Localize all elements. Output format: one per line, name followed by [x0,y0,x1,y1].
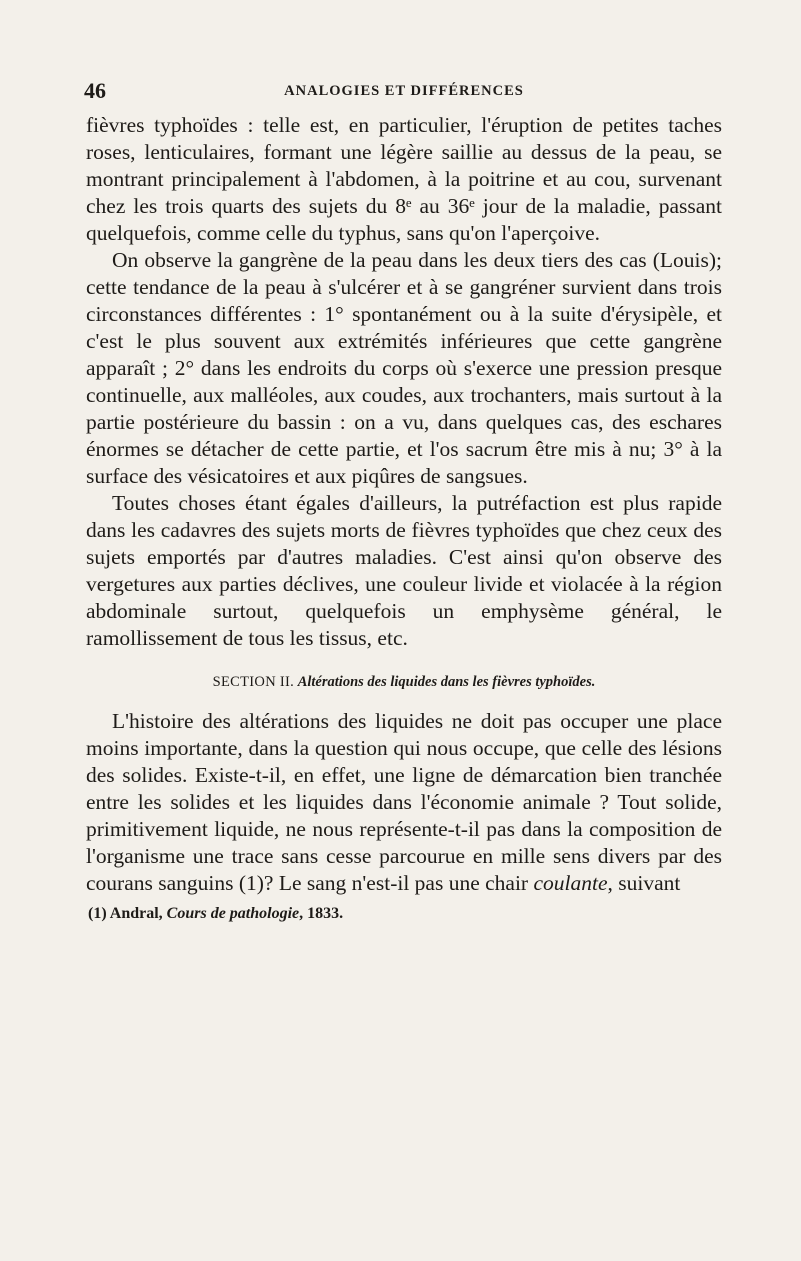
page-number: 46 [84,78,106,103]
paragraph-gangrene: On observe la gangrène de la peau dans les deux tiers des cas (Louis); cette tendance de la peau à s'ulcérer et à se gangréner survient dans trois circonstances différentes : 1° spontanément ou à la suite d'érysipèle, et c'est le plus souvent aux extrémités inférieures que cette gangrène apparaît ; 2° dans les endroits du corps où s'exerce une pression presque continuelle, aux malléoles, aux coudes, aux trochanters, mais surtout à la partie postérieure du bassin : on a vu, dans quelques cas, des eschares énormes se détacher de cette partie, et l'os sacrum être mis à nu; 3° à la surface des vésicatoires et aux piqûres de sangsues. [86,248,722,488]
footnote-work: Cours de pathologie [166,905,300,922]
paragraph-liquids [86,708,722,897]
running-head [86,78,722,104]
paragraph-liquids-text: L'histoire des altérations des liquides ne doit pas occuper une place moins importante, dans la question qui nous occupe, que celle des lésions des solides. Existe-t-il, en effet, une ligne de démarcation bien tranchée entre les solides et les liquides dans l'économie animale ? Tout solide, primitivement liquide, ne nous représente-t-il pas dans la composition de l'organisme une trace sans cesse parcourue en mille sens divers par des courans sanguins (1)? Le sang n'est-il pas une chair [86,709,722,895]
section-heading [86,672,722,692]
footnote-marker: (1) Andral, [88,905,167,922]
book-page [86,78,722,925]
paragraph-continued: fièvres typhoïdes : telle est, en particulier, l'éruption de petites taches roses, lenticulaires, formant une légère saillie au dessus de la peau, se montrant principalement à l'abdomen, à la poitrine et au cou, survenant chez les trois quarts des sujets du 8ᵉ au 36ᵉ jour de la maladie, passant quelquefois, comme celle du typhus, sans qu'on l'aperçoive. [86,113,722,245]
paragraph-liquids-end: , suivant [607,871,681,895]
footnote [86,903,722,925]
section-title: Altérations des liquides dans les fièvres typhoïdes. [297,674,596,690]
running-title: ANALOGIES ET DIFFÉRENCES [284,83,524,99]
footnote-year: , 1833. [299,905,344,922]
paragraph-liquids-italic: coulante [533,871,608,895]
paragraph-putrefaction: Toutes choses étant égales d'ailleurs, la putréfaction est plus rapide dans les cadavres des sujets morts de fièvres typhoïdes que chez ceux des sujets emportés par d'autres maladies. C'est ainsi qu'on observe des vergetures aux parties déclives, une couleur livide et violacée à la région abdominale surtout, quelquefois un emphysème général, le ramollissement de tous les tissus, etc. [86,491,722,650]
section-label: SECTION II. [212,674,295,690]
